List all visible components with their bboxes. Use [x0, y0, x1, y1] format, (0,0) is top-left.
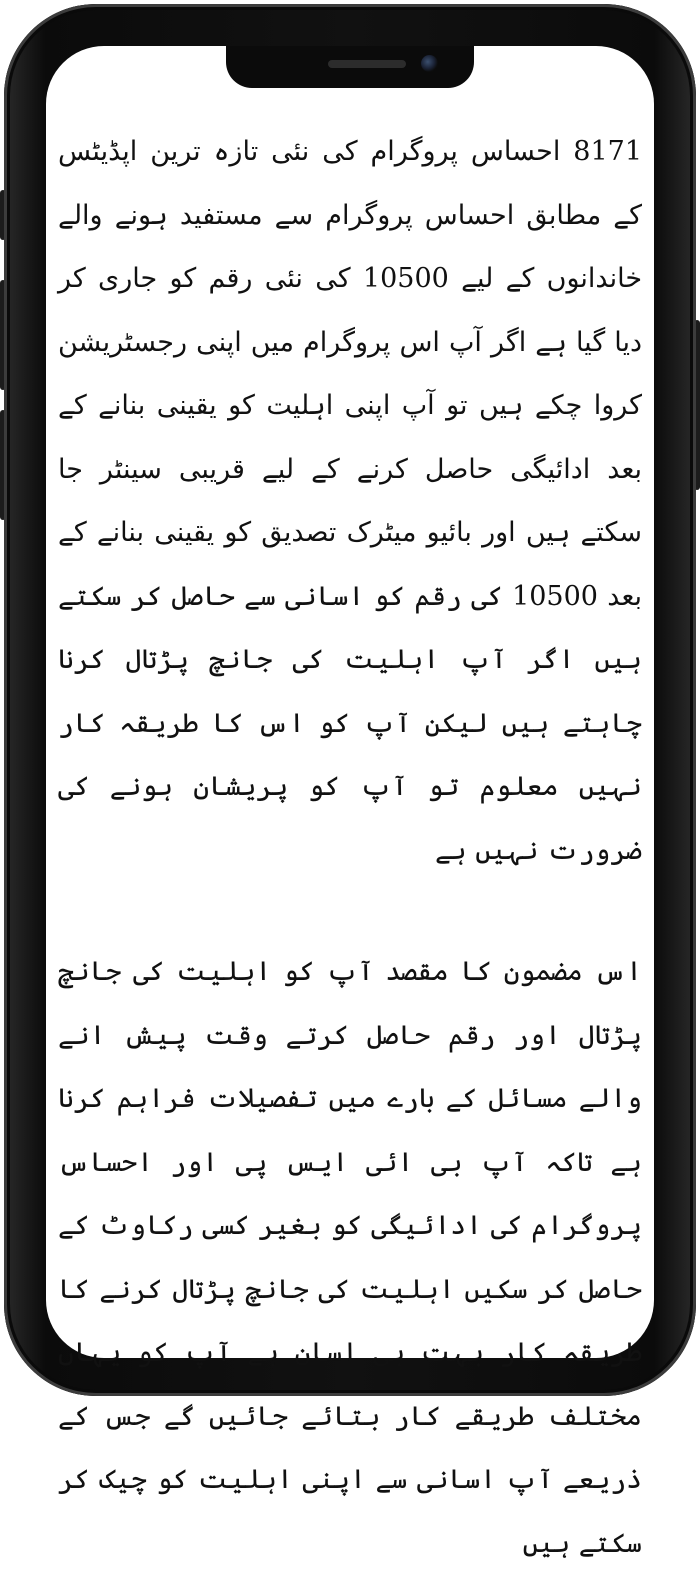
phone-screen: [46, 46, 654, 1559]
speaker-grille: [328, 60, 406, 68]
article-paragraph-1: 8171 احساس پروگرام کی نئی تازہ ترین اپڈیٹس کے مطابق احساس پروگرام سے مستفید ہونے والے خاندانوں کے لیے 10500 کی نئی رقم کو جاری کر دیا گیا ہے اگر آپ اس پروگرام میں اپنی رجسٹریشن کروا چکے ہیں تو آپ اپنی اہلیت کو یقینی بنانے کے بعد ادائیگی حاصل کرنے کے لیے قریبی سینٹر جا سکتے ہیں اور بائیو میٹرک تصدیق کو یقینی بنانے کے بعد 10500 کی رقم کو اسانی سے حاصل کر سکتے ہیں اگر آپ اہلیت کی جانچ پڑتال کرنا چاہتے ہیں لیکن آپ کو اس کا طریقہ کار نہیں معلوم تو آپ کو پریشان ہونے کی ضرورت نہیں ہے: [58, 136, 643, 866]
article-body: [58, 120, 642, 1575]
article-paragraph-2: اس مضمون کا مقصد آپ کو اہلیت کی جانچ پڑتال اور رقم حاصل کرتے وقت پیش انے والے مسائل کے بارے میں تفصیلات فراہم کرنا ہے تاکہ آپ بی ائی ایس پی اور احساس پروگرام کی ادائیگی کو بغیر کسی رکاوٹ کے حاصل کر سکیں اہلیت کی جانچ پڑتال کرنے کا طریقہ کار بہت ہی اسان ہے آپ کو یہاں مختلف طریقے کار بتائے جائیں گے جس کے ذریعے آپ اسانی سے اپنی اہلیت کو چیک کر سکتے ہیں: [58, 956, 642, 1559]
front-camera-icon: [421, 55, 438, 72]
notch: [226, 46, 474, 88]
